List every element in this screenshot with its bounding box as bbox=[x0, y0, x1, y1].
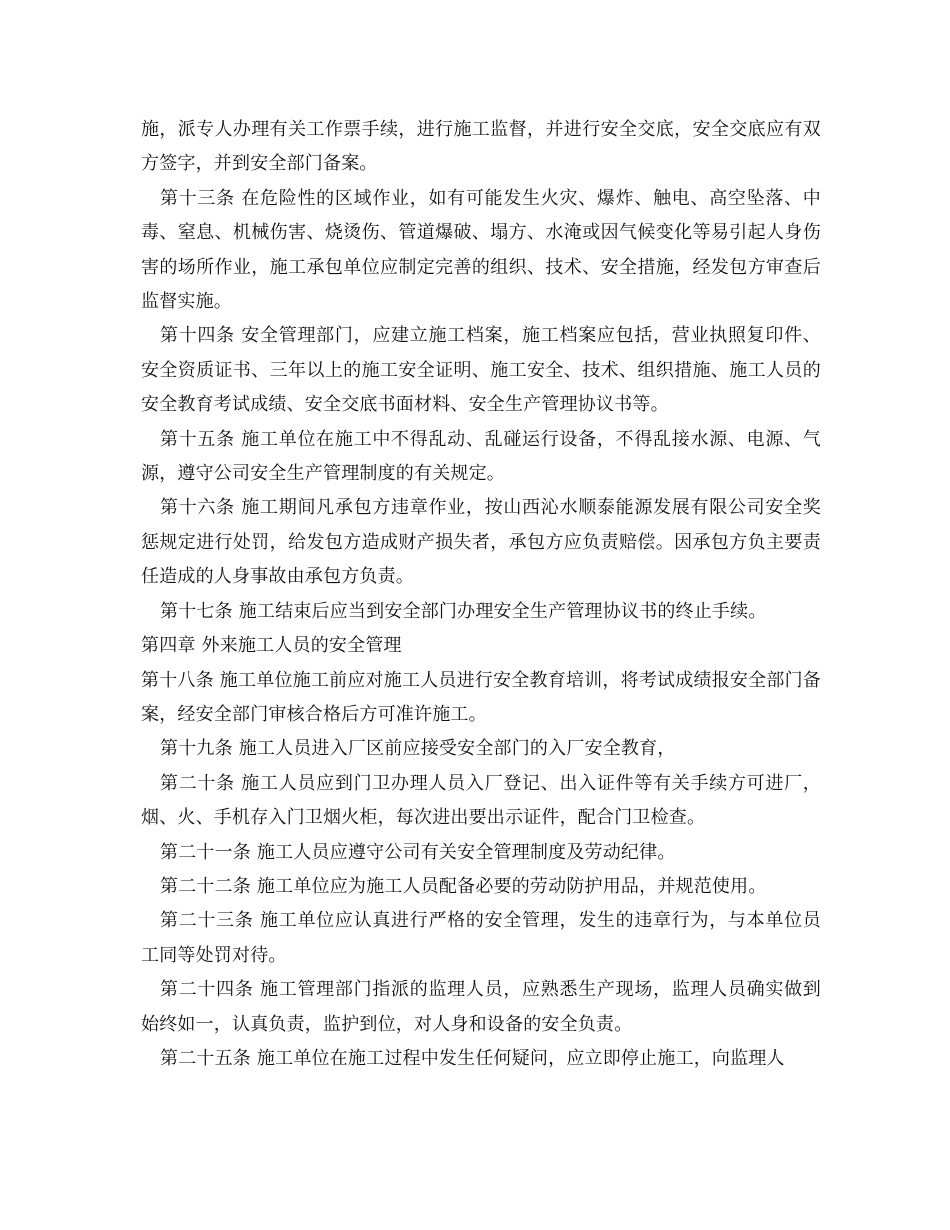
article-21: 第二十一条 施工人员应遵守公司有关安全管理制度及劳动纪律。 bbox=[160, 841, 676, 863]
article-20: 第二十条 施工人员应到门卫办理人员入厂登记、出入证件等有关手续方可进厂，烟、火、手机存入门卫烟火柜，每次进出要出示证件，配合门卫检查。 bbox=[141, 772, 821, 829]
article-18: 第十八条 施工单位施工前应对施工人员进行安全教育培训，将考试成绩报安全部门备案，经安全部门审核合格后方可准许施工。 bbox=[141, 669, 821, 725]
paragraph-continuation: 施，派专人办理有关工作票手续，进行施工监督，并进行安全交底，安全交底应有双方签字，并到安全部门备案。 bbox=[141, 119, 821, 175]
article-13: 第十三条 在危险性的区域作业，如有可能发生火灾、爆炸、触电、高空坠落、中毒、窒息、机械伤害、烧烫伤、管道爆破、塌方、水淹或因气候变化等易引起人身伤害的场所作业，施工承包单位应制定完善的组织、技术、安全措施，经发包方审查后监督实施。 bbox=[141, 187, 821, 313]
article-25: 第二十五条 施工单位在施工过程中发生任何疑问，应立即停止施工，向监理人 bbox=[160, 1047, 785, 1069]
document-body bbox=[141, 113, 821, 1076]
article-22: 第二十二条 施工单位应为施工人员配备必要的劳动防护用品，并规范使用。 bbox=[160, 875, 767, 897]
article-23: 第二十三条 施工单位应认真进行严格的安全管理，发生的违章行为，与本单位员工同等处罚对待。 bbox=[141, 910, 821, 966]
article-17: 第十七条 施工结束后应当到安全部门办理安全生产管理协议书的终止手续。 bbox=[160, 600, 767, 622]
article-14: 第十四条 安全管理部门，应建立施工档案，施工档案应包括，营业执照复印件、安全资质证书、三年以上的施工安全证明、施工安全、技术、组织措施、施工人员的安全教育考试成绩、安全交底书面材料、安全生产管理协议书等。 bbox=[141, 325, 821, 416]
chapter-4-heading: 第四章 外来施工人员的安全管理 bbox=[141, 635, 402, 657]
article-24: 第二十四条 施工管理部门指派的监理人员，应熟悉生产现场，监理人员确实做到始终如一，认真负责，监护到位，对人身和设备的安全负责。 bbox=[141, 979, 821, 1035]
article-16: 第十六条 施工期间凡承包方违章作业，按山西沁水顺泰能源发展有限公司安全奖惩规定进行处罚，给发包方造成财产损失者，承包方应负责赔偿。因承包方负主要责任造成的人身事故由承包方负责。 bbox=[141, 497, 821, 588]
article-19: 第十九条 施工人员进入厂区前应接受安全部门的入厂安全教育， bbox=[160, 738, 676, 760]
article-15: 第十五条 施工单位在施工中不得乱动、乱碰运行设备，不得乱接水源、电源、气源，遵守公司安全生产管理制度的有关规定。 bbox=[141, 428, 821, 485]
